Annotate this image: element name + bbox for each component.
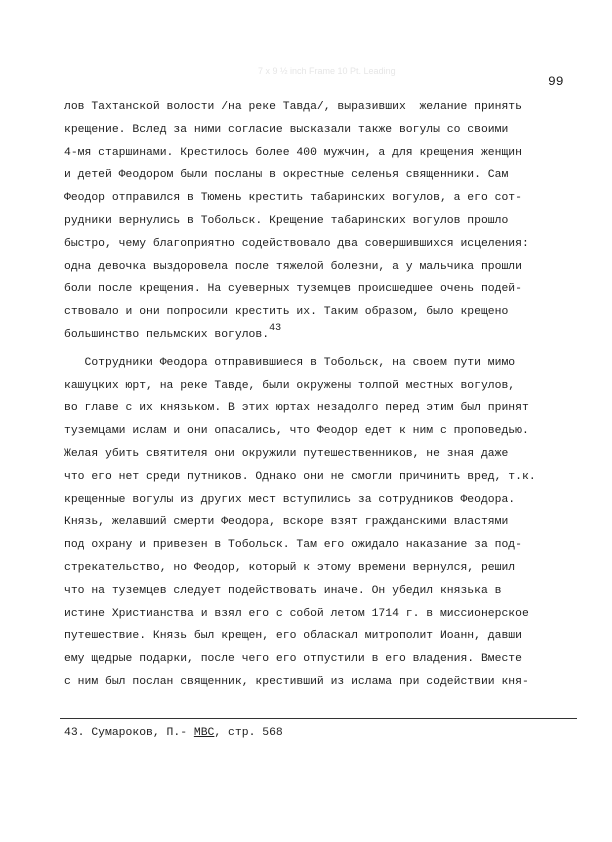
main-text — [64, 96, 584, 694]
text-line: рудники вернулись в Тобольск. Крещение табаринских вогулов прошло — [64, 214, 509, 227]
footnote-prefix: 43. Сумароков, П.- — [64, 727, 194, 739]
text-line: кашуцких юрт, на реке Тавде, были окружены толпой местных вогулов, — [64, 379, 516, 392]
text-line: и детей Феодором были посланы в окрестные селенья священники. Сам — [64, 169, 509, 182]
typewriter-frame-guide: 7 x 9 ½ inch Frame 10 Pt. Leading — [258, 66, 396, 76]
text-line: стрекательство, но Феодор, который к этому времени вернулся, решил — [64, 561, 516, 574]
text-line — [64, 324, 584, 348]
text-line: Сотрудники Феодора отправившиеся в Тобольск, на своем пути мимо — [64, 356, 516, 369]
footnote — [64, 727, 283, 739]
footnote-divider — [60, 718, 577, 719]
text-line: крещение. Вслед за ними согласие высказали также вогулы со своими — [64, 123, 509, 136]
text-line: лов Тахтанской волости /на реке Тавда/, выразивших желание принять — [64, 101, 522, 113]
text-line: во главе с их князьком. В этих юртах незадолго перед этим был принят — [64, 402, 529, 415]
paragraph-2 — [64, 352, 584, 694]
text-line-end: большинство пельмских вогулов. — [64, 328, 270, 341]
text-line: Желая убить святителя они окружили путешественников, не зная даже — [64, 447, 509, 460]
text-line: туземцами ислам и они опасались, что Феодор едет к ним с проповедью. — [64, 425, 529, 438]
text-line: Феодор отправился в Тюмень крестить табаринских вогулов, а его сот- — [64, 192, 522, 205]
text-line: боли после крещения. На суеверных туземцев происшедшее очень подей- — [64, 283, 522, 296]
text-line: что на туземцев следует подействовать иначе. Он убедил князька в — [64, 584, 502, 597]
text-line: крещенные вогулы из других мест вступились за сотрудников Феодора. — [64, 493, 516, 506]
text-line: быстро, чему благоприятно содействовало два совершившихся исцеления: — [64, 237, 529, 250]
paragraph-1 — [64, 96, 584, 348]
page-number: 99 — [548, 74, 564, 89]
text-line: что его нет среди путников. Однако они не смогли причинить вред, т.к. — [64, 470, 536, 483]
footnote-reference[interactable]: 43 — [269, 322, 282, 334]
text-line: одна девочка выздоровела после тяжелой болезни, а у мальчика прошли — [64, 260, 522, 273]
text-line: с ним был послан священник, крестивший из ислама при содействии кня- — [64, 675, 529, 688]
text-line: ему щедрые подарки, после чего его отпустили в его владения. Вместе — [64, 653, 522, 666]
text-line: путешествие. Князь был крещен, его обласкал митрополит Иоанн, давши — [64, 630, 522, 643]
footnote-suffix: , стр. 568 — [214, 727, 283, 739]
text-line: ствовало и они попросили крестить их. Таким образом, было крещено — [64, 306, 509, 319]
footnote-source: МВС — [193, 727, 215, 739]
text-line: 4-мя старшинами. Крестилось более 400 мужчин, а для крещения женщин — [64, 146, 522, 159]
text-line: истине Христианства и взял его с собой летом 1714 г. в миссионерское — [64, 607, 529, 620]
text-line: под охрану и привезен в Тобольск. Там его ожидало наказание за под- — [64, 539, 522, 552]
text-line: Князь, желавший смерти Феодора, вскоре взят гражданскими властями — [64, 516, 509, 529]
